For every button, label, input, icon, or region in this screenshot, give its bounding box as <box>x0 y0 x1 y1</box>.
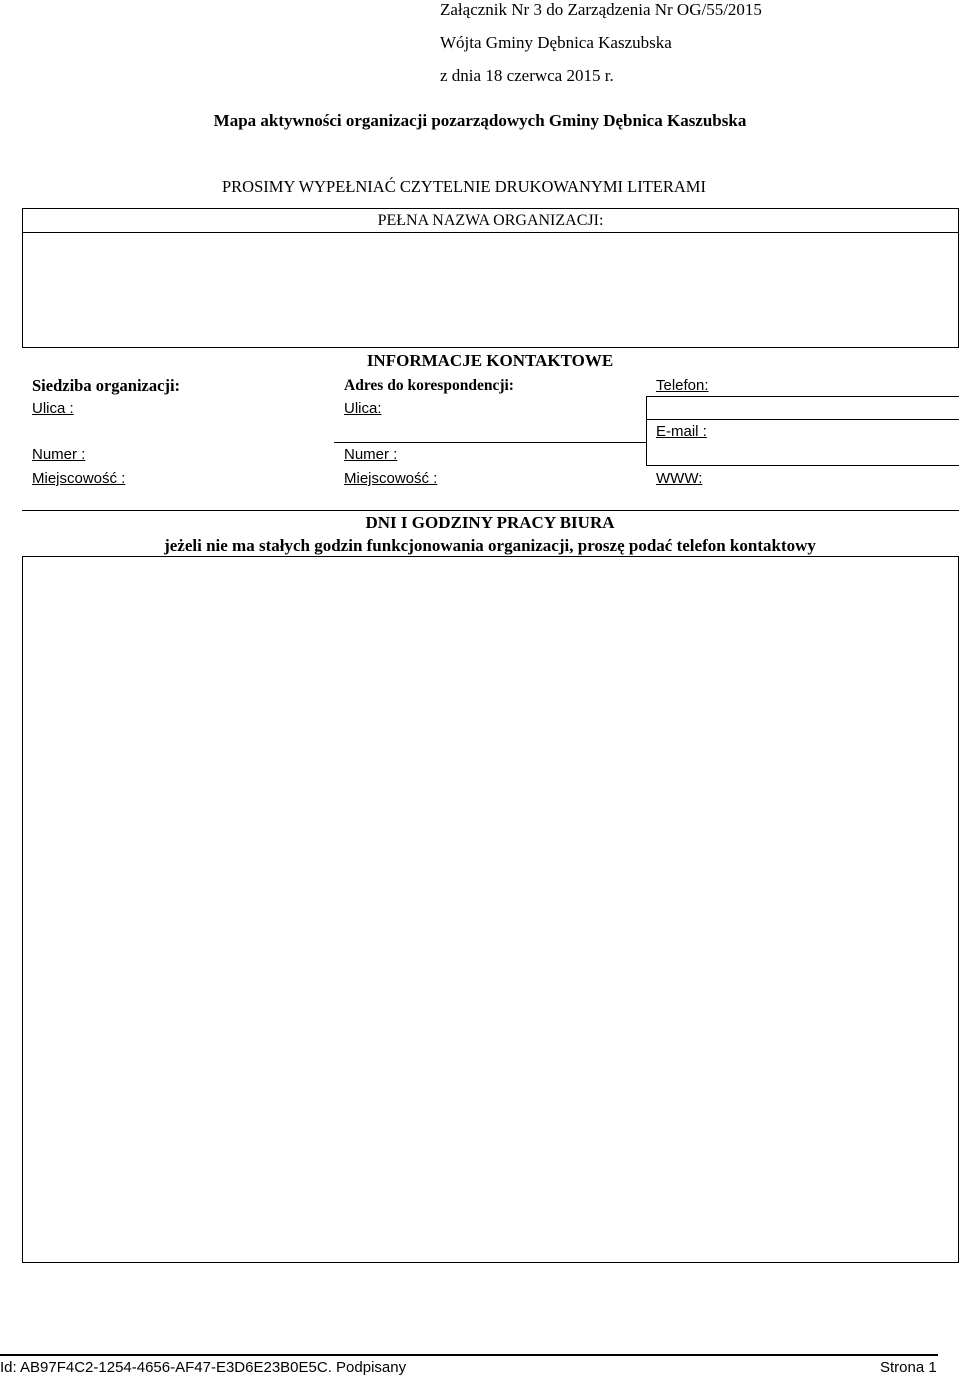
phone-label: Telefon: <box>656 377 709 394</box>
fill-instruction: PROSIMY WYPEŁNIAĆ CZYTELNIE DRUKOWANYMI LITERAMI <box>222 177 706 196</box>
attachment-header-line-3: z dnia 18 czerwca 2015 r. <box>440 66 614 85</box>
attachment-header-line-2: Wójta Gminy Dębnica Kaszubska <box>440 33 672 52</box>
attachment-header-line-1: Załącznik Nr 3 do Zarządzenia Nr OG/55/2015 <box>440 0 762 19</box>
street-label-mail: Ulica: <box>344 400 382 417</box>
number-label-seat: Numer : <box>32 446 86 463</box>
hours-subheading: jeżeli nie ma stałych godzin funkcjonowania organizacji, proszę podać telefon kontaktowy <box>164 536 816 555</box>
mail-address-label: Adres do korespondencji: <box>344 377 514 394</box>
hours-heading: DNI I GODZINY PRACY BIURA <box>365 513 615 532</box>
document-title: Mapa aktywności organizacji pozarządowych Gminy Dębnica Kaszubska <box>213 111 747 130</box>
city-label-seat: Miejscowość : <box>32 470 126 487</box>
page-number: Strona 1 <box>880 1359 937 1376</box>
number-label-mail: Numer : <box>344 446 398 463</box>
email-label: E-mail : <box>656 423 707 440</box>
contact-heading: INFORMACJE KONTAKTOWE <box>366 351 614 370</box>
www-label: WWW: <box>656 470 703 487</box>
city-label-mail: Miejscowość : <box>344 470 438 487</box>
seat-label: Siedziba organizacji: <box>32 376 181 395</box>
org-name-label: PEŁNA NAZWA ORGANIZACJI: <box>377 212 604 229</box>
org-name-field[interactable] <box>24 234 957 346</box>
document-id: Id: AB97F4C2-1254-4656-AF47-E3D6E23B0E5C. Podpisany <box>0 1359 407 1376</box>
street-label-seat: Ulica : <box>32 400 74 417</box>
hours-box[interactable] <box>22 556 959 1263</box>
